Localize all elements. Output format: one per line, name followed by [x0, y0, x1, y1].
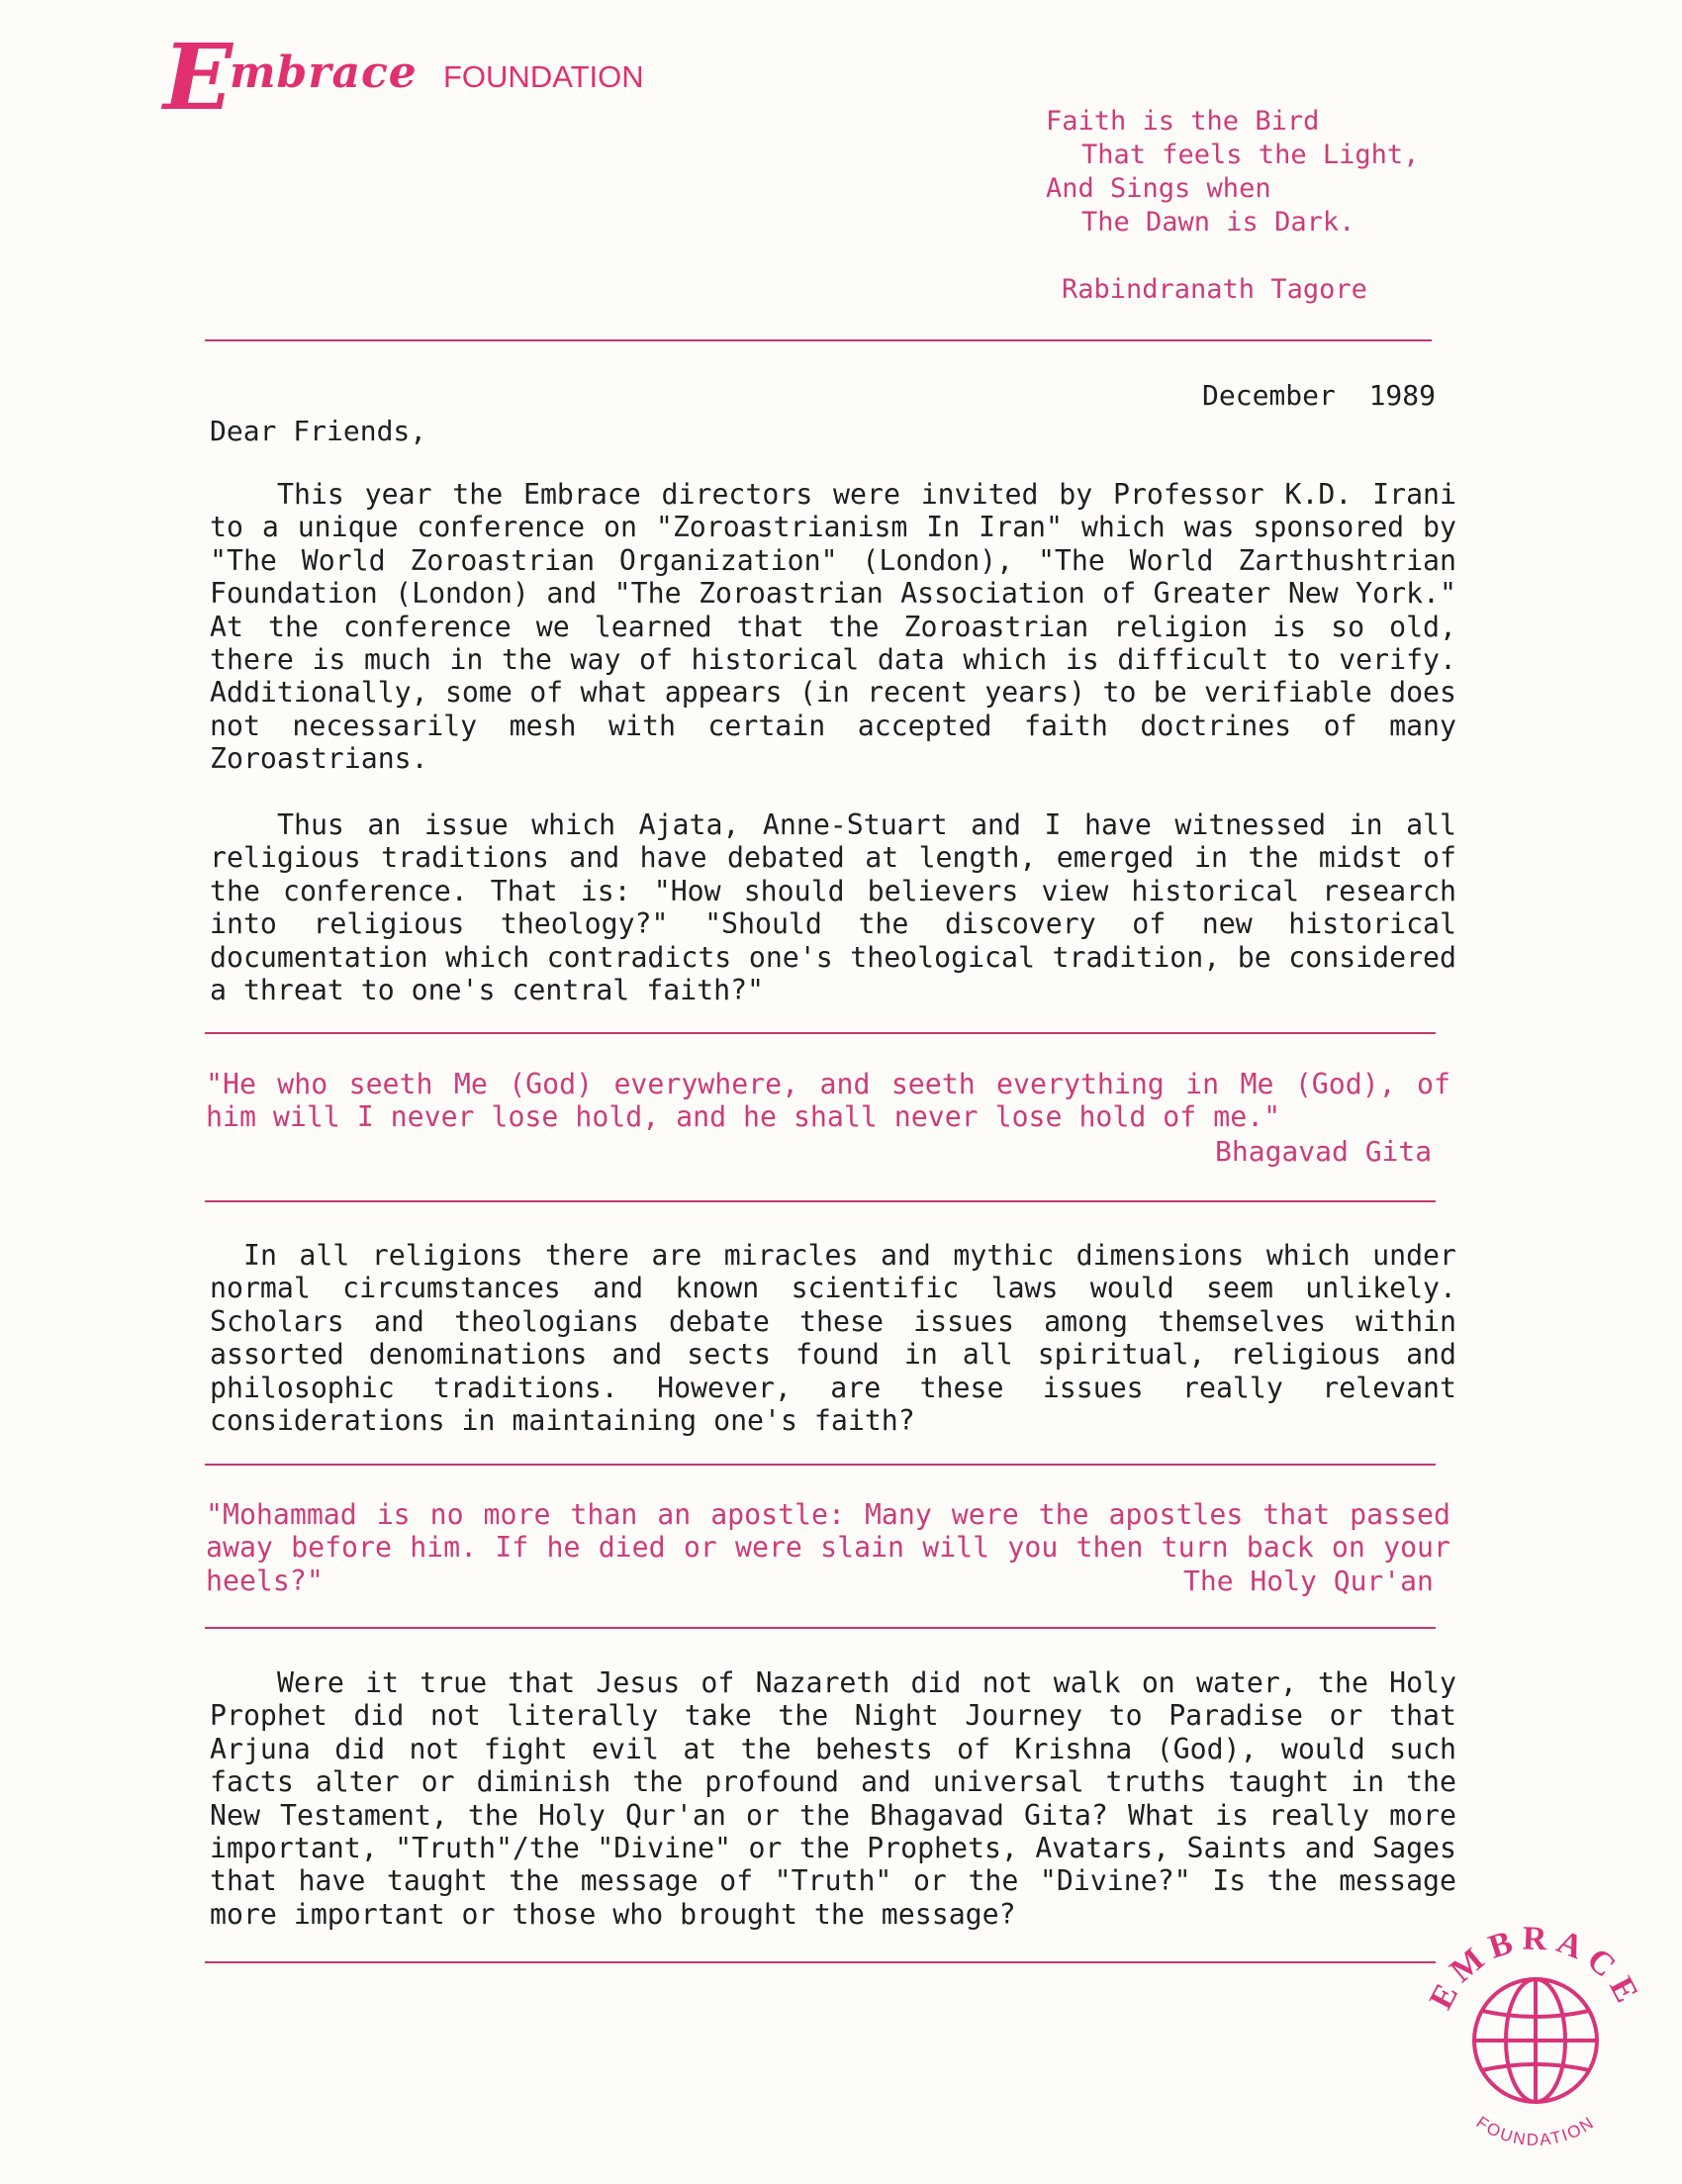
quote-source: Bhagavad Gita — [1215, 1135, 1433, 1168]
svg-text:FOUNDATION: FOUNDATION — [1472, 2112, 1599, 2150]
epigraph-line: That feels the Light, — [1081, 140, 1420, 170]
logo-wordmark: mbrace — [230, 47, 418, 98]
logo-initial: E — [163, 24, 234, 131]
epigraph-line: The Dawn is Dark. — [1081, 207, 1355, 237]
paragraph-text: Thus an issue which Ajata, Anne-Stuart and I have witnessed in all religious traditions and have debated at length, emerged in the midst of the conference. That is: "How should believers view historical research into religious theology?" "Should the discovery of new historical documentation which contradicts one's theological tradition, be considered a threat to one's central faith?" — [210, 808, 1456, 1007]
logo-foundation-label: FOUNDATION — [443, 59, 644, 94]
divider — [205, 1627, 1436, 1629]
letter-body-paragraph — [210, 808, 1456, 1006]
quote-bhagavad-gita: "He who seeth Me (God) everywhere, and seeth everything in Me (God), of him will I never lose hold, and he shall never lose hold of me." — [206, 1068, 1450, 1134]
divider — [205, 1961, 1436, 1963]
svg-text:EMBRACE: EMBRACE — [1422, 1920, 1649, 2016]
divider — [205, 1200, 1436, 1202]
divider — [205, 1464, 1436, 1466]
letter-body-paragraph — [210, 1666, 1456, 1931]
quote-holy-quran: "Mohammad is no more than an apostle: Many were the apostles that passed away before him. If he died or were slain will you then turn back on your heels?" — [206, 1498, 1450, 1597]
quote-source: The Holy Qur'an — [1183, 1565, 1434, 1597]
epigraph-line: Faith is the Bird — [1046, 106, 1320, 137]
divider — [205, 1032, 1436, 1034]
epigraph-line: And Sings when — [1046, 173, 1271, 204]
salutation: Dear Friends, — [210, 415, 427, 447]
paragraph-text: Were it true that Jesus of Nazareth did not walk on water, the Holy Prophet did not literally take the Night Journey to Paradise or that Arjuna did not fight evil at the behests of Krishna (God), would such facts alter or diminish the profound and universal truths taught in the New Testament, the Holy Qur'an or the Bhagavad Gita? What is really more important, "Truth"/the "Divine" or the Prophets, Avatars, Saints and Sages that have taught the message of "Truth" or the "Divine?" Is the message more important or those who brought the message? — [210, 1666, 1456, 1931]
letter-body-paragraph — [210, 478, 1456, 776]
divider — [205, 339, 1432, 341]
letter-body-paragraph — [210, 1239, 1456, 1437]
letter-date: December 1989 — [1202, 379, 1437, 412]
paragraph-text: This year the Embrace directors were invited by Professor K.D. Irani to a unique conference on "Zoroastrianism In Iran" which was sponsored by "The World Zoroastrian Organization" (London), "The World Zarthushtrian Foundation (London) and "The Zoroastrian Association of Greater New York." At the conference we learned that the Zoroastrian religion is so old, there is much in the way of historical data which is difficult to verify. Additionally, some of what appears (in recent years) to be verifiable does not necessarily mesh with certain accepted faith doctrines of many Zoroastrians. — [210, 478, 1456, 776]
embrace-foundation-seal — [1415, 1920, 1657, 2162]
epigraph-author: Rabindranath Tagore — [1062, 274, 1367, 305]
paragraph-text: In all religions there are miracles and mythic dimensions which under normal circumstances and known scientific laws would seem unlikely. Scholars and theologians debate these issues among themselves within assorted denominations and sects found in all spiritual, religious and philosophic traditions. However, are these issues really relevant considerations in maintaining one's faith? — [210, 1239, 1456, 1438]
